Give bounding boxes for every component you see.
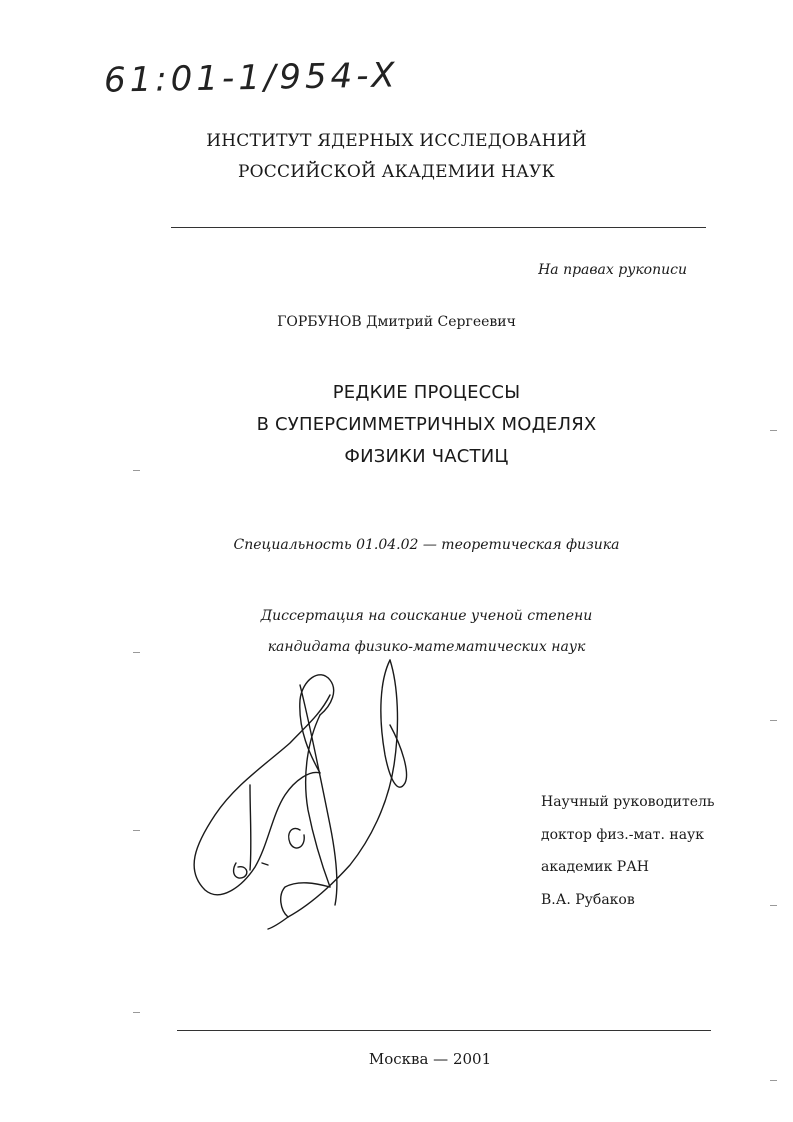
header-divider	[171, 227, 706, 228]
margin-mark	[133, 830, 140, 831]
archive-code: 61:01-1/954-X	[103, 55, 399, 101]
advisor-rank: академик РАН	[541, 859, 650, 875]
footer-divider	[177, 1030, 711, 1031]
margin-mark	[770, 1080, 777, 1081]
institute-name-line2: РОССИЙСКОЙ АКАДЕМИИ НАУК	[238, 162, 555, 182]
margin-mark	[133, 470, 140, 471]
thesis-title-line3: ФИЗИКИ ЧАСТИЦ	[344, 446, 509, 467]
rights-note: На правах рукописи	[538, 262, 687, 278]
margin-mark	[133, 652, 140, 653]
dissertation-degree-line2: кандидата физико-математических наук	[267, 639, 586, 655]
advisor-role: Научный руководитель	[541, 794, 715, 810]
signature-icon	[180, 655, 440, 934]
specialty: Специальность 01.04.02 — теоретическая физика	[233, 537, 620, 553]
margin-mark	[770, 905, 777, 906]
city-year: Москва — 2001	[368, 1050, 492, 1068]
margin-mark	[770, 720, 777, 721]
advisor-name: В.А. Рубаков	[541, 892, 635, 908]
margin-mark	[770, 430, 777, 431]
thesis-title-line1: РЕДКИЕ ПРОЦЕССЫ	[332, 382, 521, 403]
dissertation-degree-line1: Диссертация на соискание ученой степени	[260, 608, 593, 624]
margin-mark	[133, 1012, 140, 1013]
advisor-degree: доктор физ.-мат. наук	[541, 827, 705, 843]
author-name: ГОРБУНОВ Дмитрий Сергеевич	[277, 314, 516, 330]
thesis-title-line2: В СУПЕРСИММЕТРИЧНЫХ МОДЕЛЯХ	[256, 414, 597, 435]
institute-name-line1: ИНСТИТУТ ЯДЕРНЫХ ИССЛЕДОВАНИЙ	[206, 131, 587, 151]
